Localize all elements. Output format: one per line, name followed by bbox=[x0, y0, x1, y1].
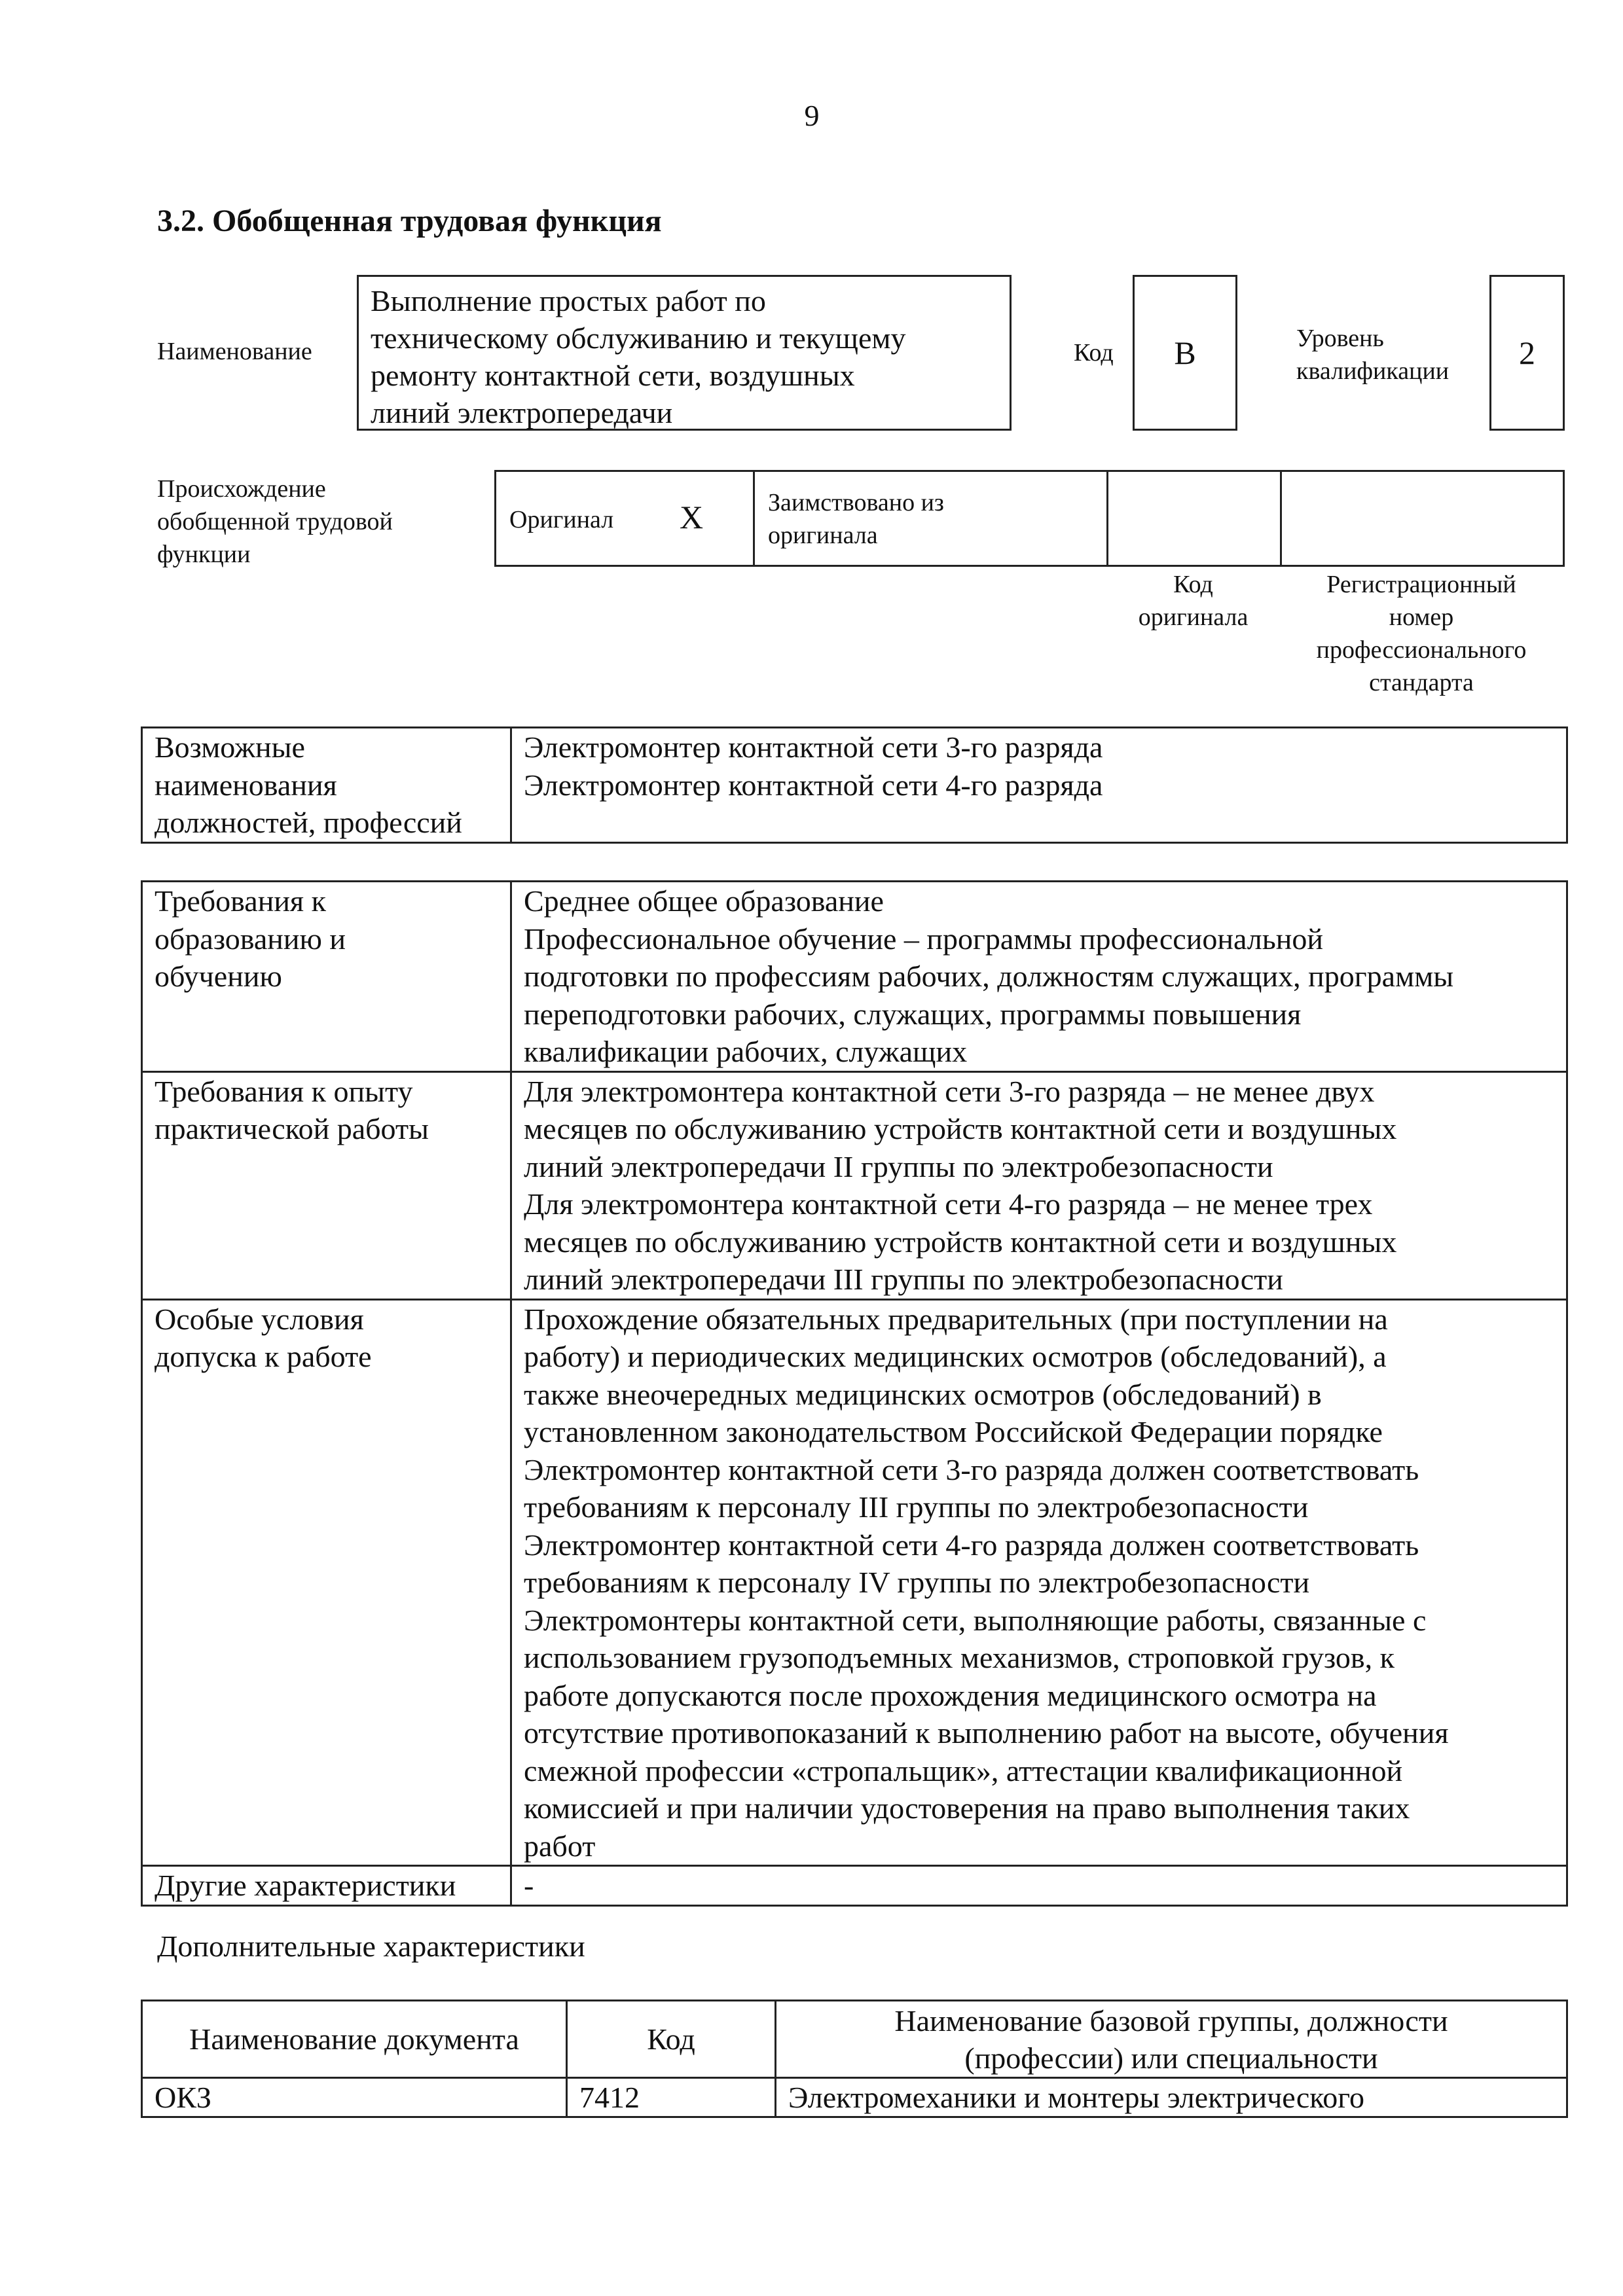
code-label: Код bbox=[1074, 339, 1114, 367]
table-row bbox=[142, 1299, 1567, 1866]
position-item: Электромонтер контактной сети 3-го разряда bbox=[524, 730, 1103, 764]
requirement-value-line: также внеочередных медицинских осмотров (обследований) в bbox=[524, 1377, 1322, 1411]
caption-line: Регистрационный bbox=[1326, 571, 1516, 598]
requirement-value-line: требованиям к персоналу IV группы по электробезопасности bbox=[524, 1566, 1310, 1599]
original-mark: X bbox=[680, 499, 704, 535]
table-row bbox=[142, 1866, 1567, 1906]
borrowed-label-line: оригинала bbox=[768, 522, 878, 549]
requirement-value-cell bbox=[511, 1299, 1567, 1866]
code-value: B bbox=[1133, 275, 1237, 431]
caption-line: профессионального bbox=[1316, 636, 1527, 664]
requirement-value-line: использованием грузоподъемных механизмов, строповкой грузов, к bbox=[524, 1641, 1395, 1674]
page-number: 9 bbox=[804, 99, 820, 132]
caption-line: номер bbox=[1389, 603, 1454, 631]
requirement-value-line: квалификации рабочих, служащих bbox=[524, 1035, 968, 1068]
reg-number-caption bbox=[1280, 568, 1563, 699]
requirement-value-line: работ bbox=[524, 1829, 596, 1863]
positions-label-line: Возможные bbox=[155, 730, 305, 764]
section-title: 3.2. Обобщенная трудовая функция bbox=[157, 204, 662, 238]
requirement-value-line: Профессиональное обучение – программы профессиональной bbox=[524, 922, 1323, 956]
requirement-label-line: Другие характеристики bbox=[155, 1869, 456, 1902]
name-label: Наименование bbox=[157, 338, 312, 365]
requirement-value-line: Прохождение обязательных предварительных (при поступлении на bbox=[524, 1302, 1388, 1336]
origin-label-line: функции bbox=[157, 541, 251, 568]
positions-table bbox=[141, 726, 1568, 844]
caption-line: Код bbox=[1173, 571, 1213, 598]
origin-label-line: обобщенной трудовой bbox=[157, 508, 393, 535]
requirement-value-line: требованиям к персоналу III группы по электробезопасности bbox=[524, 1490, 1309, 1524]
original-label: Оригинал bbox=[509, 506, 614, 533]
original-code-caption bbox=[1106, 568, 1280, 634]
positions-label-line: наименования bbox=[155, 768, 337, 802]
function-name-line: Выполнение простых работ по bbox=[371, 284, 766, 317]
original-cell bbox=[496, 472, 755, 565]
requirement-value-line: Среднее общее образование bbox=[524, 884, 884, 918]
requirement-value-line: работу) и периодических медицинских осмотров (обследований), а bbox=[524, 1340, 1387, 1373]
origin-table bbox=[494, 470, 1565, 567]
requirement-value-cell bbox=[511, 882, 1567, 1072]
requirement-label-line: практической работы bbox=[155, 1112, 429, 1145]
reg-number-cell bbox=[1282, 472, 1565, 565]
requirement-label-line: допуска к работе bbox=[155, 1340, 372, 1373]
requirement-label-line: Особые условия bbox=[155, 1302, 364, 1336]
level-label-line: Уровень bbox=[1296, 325, 1384, 352]
cell-group: Электромеханики и монтеры электрического bbox=[776, 2078, 1567, 2117]
positions-label-line: должностей, профессий bbox=[155, 806, 462, 839]
requirement-label-cell bbox=[142, 1071, 511, 1299]
requirement-value-line: смежной профессии «стропальщик», аттестации квалификационной bbox=[524, 1753, 1403, 1787]
requirement-value-line: месяцев по обслуживанию устройств контактной сети и воздушных bbox=[524, 1112, 1397, 1145]
requirement-value-line: переподготовки рабочих, служащих, программы повышения bbox=[524, 997, 1302, 1031]
requirement-value-line: Электромонтер контактной сети 4-го разряда должен соответствовать bbox=[524, 1528, 1419, 1562]
additional-title: Дополнительные характеристики bbox=[157, 1929, 585, 1963]
caption-line: стандарта bbox=[1369, 669, 1474, 696]
cell-code: 7412 bbox=[567, 2078, 776, 2117]
cell-doc: ОКЗ bbox=[142, 2078, 567, 2117]
positions-label-cell bbox=[142, 728, 511, 843]
requirements-table bbox=[141, 880, 1568, 1907]
position-item: Электромонтер контактной сети 4-го разряда bbox=[524, 768, 1103, 802]
requirement-value-line: подготовки по профессиям рабочих, должностям служащих, программы bbox=[524, 960, 1454, 993]
requirement-value-line: линий электропередачи III группы по электробезопасности bbox=[524, 1263, 1283, 1296]
requirement-label-cell bbox=[142, 1866, 511, 1906]
requirement-value-line: комиссией и при наличии удостоверения на право выполнения таких bbox=[524, 1791, 1410, 1825]
function-name-line: ремонту контактной сети, воздушных bbox=[371, 359, 855, 392]
header-group-line: (профессии) или специальности bbox=[964, 2041, 1378, 2075]
original-code-cell bbox=[1108, 472, 1282, 565]
borrowed-label-line: Заимствовано из bbox=[768, 489, 944, 516]
requirement-label-cell bbox=[142, 882, 511, 1072]
requirement-label-line: Требования к опыту bbox=[155, 1074, 413, 1108]
table-row bbox=[142, 1071, 1567, 1299]
requirement-value-line: Для электромонтера контактной сети 3-го разряда – не менее двух bbox=[524, 1074, 1375, 1108]
level-label bbox=[1296, 322, 1449, 387]
requirement-label-line: образованию и bbox=[155, 922, 346, 956]
requirement-value-line: линий электропередачи II группы по электробезопасности bbox=[524, 1149, 1273, 1183]
requirement-label-line: Требования к bbox=[155, 884, 326, 918]
level-label-line: квалификации bbox=[1296, 357, 1450, 385]
requirement-label-cell bbox=[142, 1299, 511, 1866]
origin-label bbox=[157, 473, 393, 571]
requirement-label-line: обучению bbox=[155, 960, 282, 993]
header-group-line: Наименование базовой группы, должности bbox=[894, 2003, 1448, 2037]
table-header-row bbox=[142, 2001, 1567, 2078]
function-name-line: техническому обслуживанию и текущему bbox=[371, 321, 906, 355]
requirement-value-line: Для электромонтера контактной сети 4-го разряда – не менее трех bbox=[524, 1187, 1373, 1221]
borrowed-label bbox=[768, 486, 944, 552]
level-value: 2 bbox=[1489, 275, 1565, 431]
requirement-value-line: установленном законодательством Российской Федерации порядке bbox=[524, 1415, 1383, 1448]
requirement-value-line: Электромонтеры контактной сети, выполняющие работы, связанные с bbox=[524, 1603, 1427, 1637]
requirement-value-line: месяцев по обслуживанию устройств контактной сети и воздушных bbox=[524, 1225, 1397, 1259]
table-row bbox=[142, 2078, 1567, 2117]
requirement-value-line: Электромонтер контактной сети 3-го разряда должен соответствовать bbox=[524, 1452, 1419, 1486]
caption-line: оригинала bbox=[1138, 603, 1249, 631]
table-row bbox=[142, 882, 1567, 1072]
requirement-value-line: работе допускаются после прохождения медицинского осмотра на bbox=[524, 1678, 1377, 1712]
positions-value-cell bbox=[511, 728, 1567, 843]
header-group bbox=[776, 2001, 1567, 2078]
requirement-value-cell bbox=[511, 1071, 1567, 1299]
function-name-line: линий электропередачи bbox=[371, 396, 673, 429]
function-name-box bbox=[357, 275, 1012, 431]
requirement-value-cell bbox=[511, 1866, 1567, 1906]
header-doc: Наименование документа bbox=[142, 2001, 567, 2078]
requirement-value-line: - bbox=[524, 1869, 534, 1902]
borrowed-cell bbox=[755, 472, 1108, 565]
requirement-value-line: отсутствие противопоказаний к выполнению работ на высоте, обучения bbox=[524, 1716, 1449, 1749]
additional-table bbox=[141, 2000, 1568, 2118]
header-code: Код bbox=[567, 2001, 776, 2078]
origin-label-line: Происхождение bbox=[157, 475, 326, 503]
